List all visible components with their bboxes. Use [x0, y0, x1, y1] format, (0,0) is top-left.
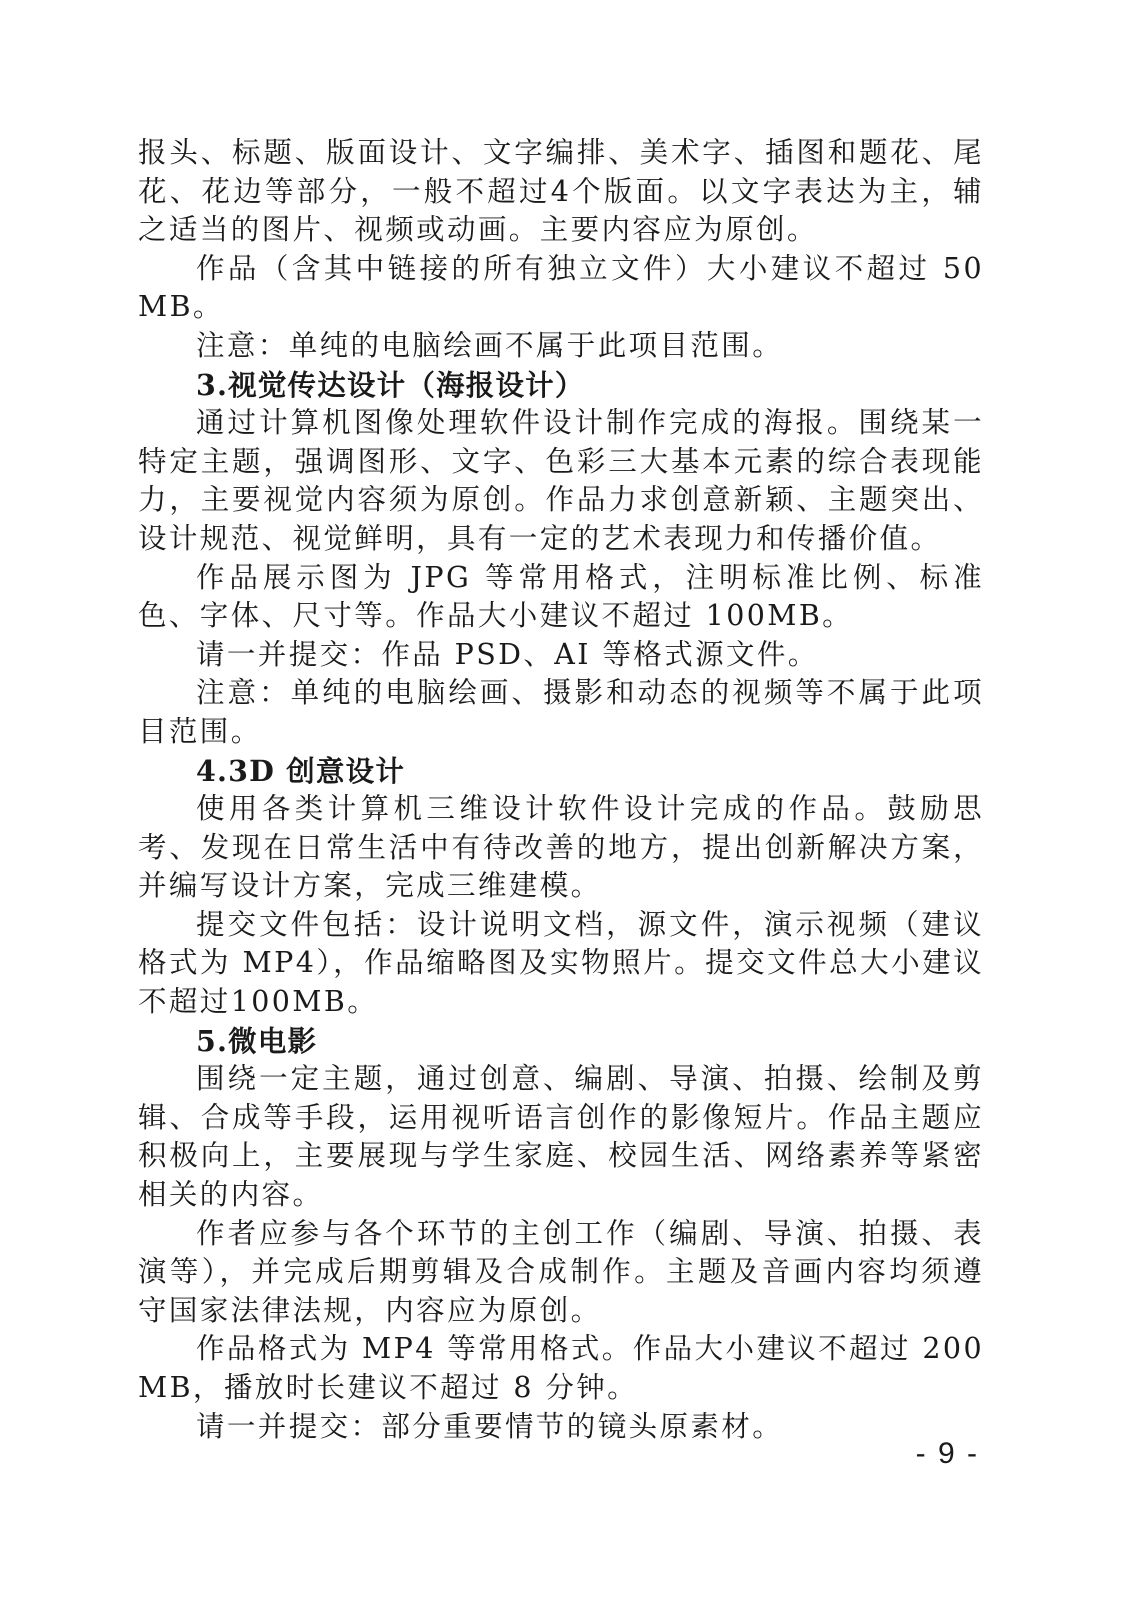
section3-paragraph: 请一并提交：作品 PSD、AI 等格式源文件。 [196, 637, 819, 671]
section5-paragraph: 请一并提交：部分重要情节的镜头原素材。 [196, 1409, 784, 1443]
page-number: - 9 - [915, 1437, 979, 1470]
section5-paragraph: 围绕一定主题，通过创意、编剧、导演、拍摄、绘制及剪辑、合成等手段，运用视听语言创作的影像短片。作品主题应积极向上，主要展现与学生家庭、校园生活、网络素养等紧密相关的内容。 [138, 1062, 984, 1212]
paragraph-continued: 报头、标题、版面设计、文字编排、美术字、插图和题花、尾花、花边等部分，一般不超过4个版面。以文字表达为主，辅之适当的图片、视频或动画。主要内容应为原创。 [138, 136, 984, 247]
section4-paragraph: 提交文件包括：设计说明文档，源文件，演示视频（建议格式为 MP4），作品缩略图及实物照片。提交文件总大小建议不超过100MB。 [138, 907, 984, 1019]
section3-paragraph: 注意：单纯的电脑绘画、摄影和动态的视频等不属于此项目范围。 [138, 676, 984, 748]
section5-paragraph: 作者应参与各个环节的主创工作（编剧、导演、拍摄、表演等），并完成后期剪辑及合成制作。主题及音画内容均须遵守国家法律法规，内容应为原创。 [138, 1216, 984, 1327]
paragraph-file-size: 作品（含其中链接的所有独立文件）大小建议不超过 50MB。 [138, 251, 984, 324]
section-heading-poster-design: 3.视觉传达设计（海报设计） [196, 367, 585, 402]
section-heading-3d-design: 4.3D 创意设计 [196, 753, 406, 788]
section3-paragraph: 通过计算机图像处理软件设计制作完成的海报。围绕某一特定主题，强调图形、文字、色彩三大基本元素的综合表现能力，主要视觉内容须为原创。作品力求创意新颖、主题突出、设计规范、视觉鲜明，具有一定的艺术表现力和传播价值。 [138, 406, 984, 555]
paragraph-note: 注意：单纯的电脑绘画不属于此项目范围。 [196, 328, 784, 362]
section5-paragraph: 作品格式为 MP4 等常用格式。作品大小建议不超过 200MB，播放时长建议不超过 8 分钟。 [138, 1332, 984, 1404]
section3-paragraph: 作品展示图为 JPG 等常用格式，注明标准比例、标准色、字体、尺寸等。作品大小建议不超过 100MB。 [138, 560, 984, 633]
section4-paragraph: 使用各类计算机三维设计软件设计完成的作品。鼓励思考、发现在日常生活中有待改善的地方，提出创新解决方案，并编写设计方案，完成三维建模。 [138, 792, 984, 903]
document-body [138, 134, 984, 1446]
section-heading-micro-film: 5.微电影 [196, 1023, 318, 1058]
